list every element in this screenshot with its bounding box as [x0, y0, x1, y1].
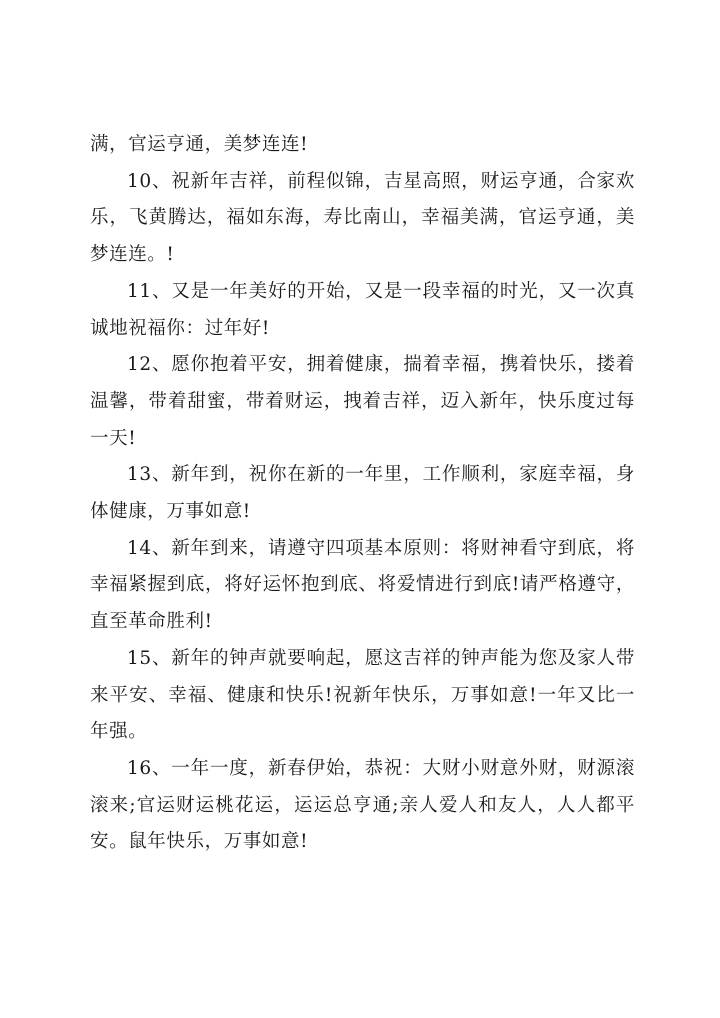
paragraph-10: 10、祝新年吉祥，前程似锦，吉星高照，财运亨通，合家欢乐，飞黄腾达，福如东海，寿比南山，幸福美满，官运亨通，美梦连连。!: [90, 170, 635, 266]
document-body: [90, 127, 635, 861]
paragraph-13: 13、新年到，祝你在新的一年里，工作顺利，家庭幸福，身体健康，万事如意!: [90, 464, 635, 523]
paragraph-continuation: 满，官运亨通，美梦连连!: [90, 134, 309, 155]
paragraph-14: 14、新年到来，请遵守四项基本原则：将财神看守到底，将幸福紧握到底，将好运怀抱到底、将爱情进行到底!请严格遵守，直至革命胜利!: [90, 537, 635, 633]
paragraph-15: 15、新年的钟声就要响起，愿这吉祥的钟声能为您及家人带来平安、幸福、健康和快乐!祝新年快乐，万事如意!一年又比一年强。: [90, 647, 635, 743]
paragraph-11: 11、又是一年美好的开始，又是一段幸福的时光，又一次真诚地祝福你：过年好!: [90, 280, 635, 339]
paragraph-12: 12、愿你抱着平安，拥着健康，揣着幸福，携着快乐，搂着温馨，带着甜蜜，带着财运，拽着吉祥，迈入新年，快乐度过每一天!: [90, 354, 635, 449]
paragraph-16: 16、一年一度，新春伊始，恭祝：大财小财意外财，财源滚滚来;官运财运桃花运，运运总亨通;亲人爱人和友人，人人都平安。鼠年快乐，万事如意!: [90, 757, 635, 853]
